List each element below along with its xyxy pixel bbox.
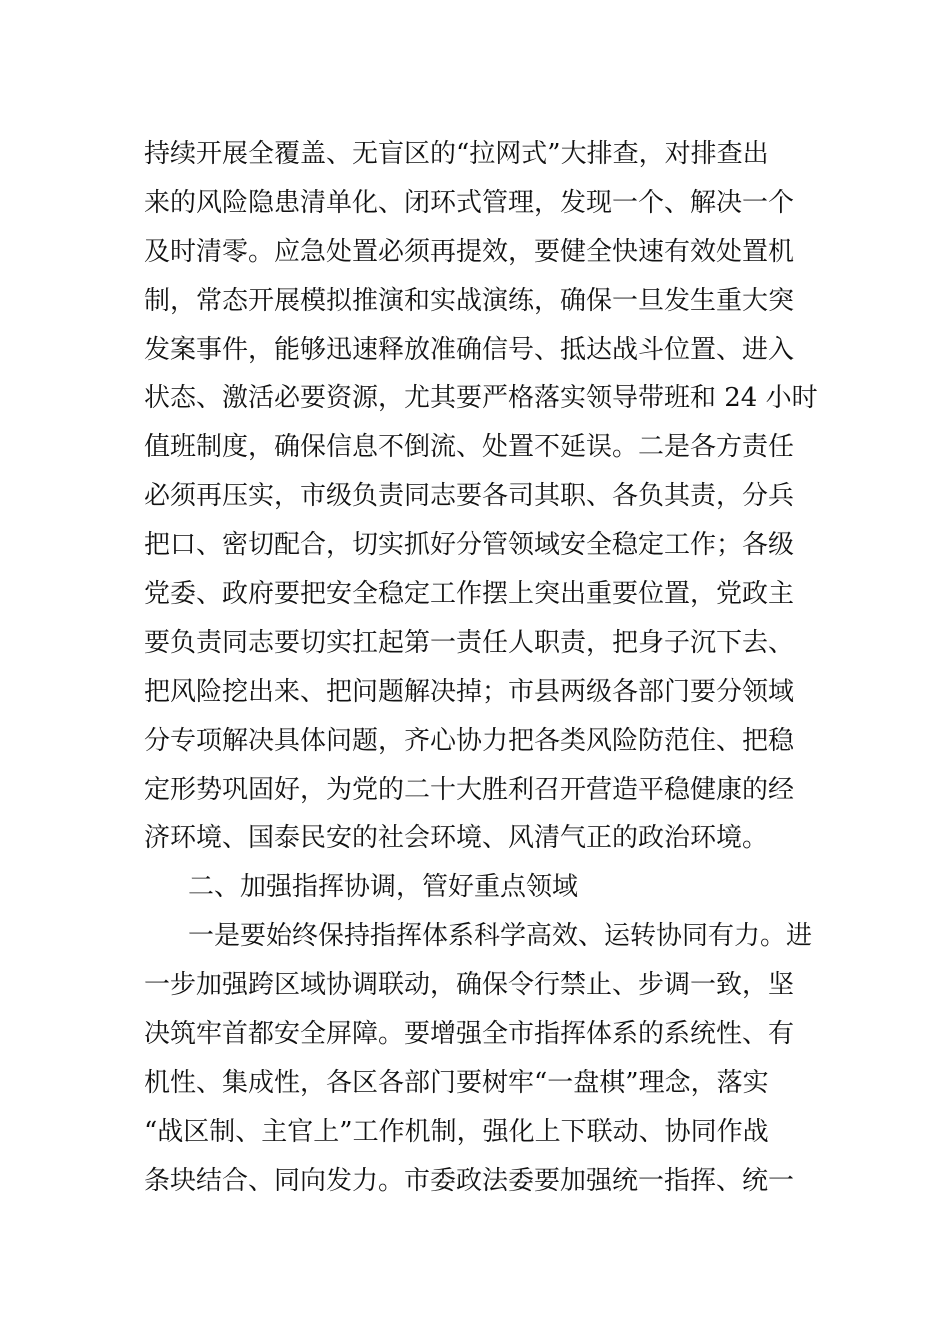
text-line: 发案事件，能够迅速释放准确信号、抵达战斗位置、进入 (144, 334, 795, 365)
text-line: 分专项解决具体问题，齐心协力把各类风险防范住、把稳 (144, 725, 795, 756)
document-body (144, 130, 818, 1206)
text-line: 党委、政府要把安全稳定工作摆上突出重要位置，党政主 (144, 579, 795, 610)
text-line: 决筑牢首都安全屏障。要增强全市指挥体系的系统性、有 (144, 1019, 795, 1050)
text-line: 把风险挖出来、把问题解决掉；市县两级各部门要分领域 (144, 676, 795, 707)
text-line: 机性、集成性，各区各部门要树牢“一盘棋”理念，落实 (144, 1067, 769, 1098)
text-line: 及时清零。应急处置必须再提效，要健全快速有效处置机 (144, 236, 795, 267)
text-line: 持续开展全覆盖、无盲区的“拉网式”大排查，对排查出 (144, 139, 769, 169)
text-line: 把口、密切配合，切实抓好分管领域安全稳定工作；各级 (144, 530, 795, 561)
text-line: 制，常态开展模拟推演和实战演练，确保一旦发生重大突 (144, 285, 795, 316)
text-line: 值班制度，确保信息不倒流、处置不延误。二是各方责任 (144, 432, 795, 463)
text-line: 条块结合、同向发力。市委政法委要加强统一指挥、统一 (144, 1165, 795, 1196)
text-line: 来的风险隐患清单化、闭环式管理，发现一个、解决一个 (144, 187, 795, 218)
text-line: 定形势巩固好，为党的二十大胜利召开营造平稳健康的经 (144, 774, 795, 805)
text-line: 必须再压实，市级负责同志要各司其职、各负其责，分兵 (144, 481, 795, 512)
text-line: 济环境、国泰民安的社会环境、风清气正的政治环境。 (144, 823, 769, 854)
text-line: 状态、激活必要资源，尤其要严格落实领导带班和 24 小时 (144, 383, 818, 414)
section-heading: 二、加强指挥协调，管好重点领域 (188, 872, 579, 903)
text-line: “战区制、主官上”工作机制，强化上下联动、协同作战 (144, 1116, 769, 1147)
text-line: 一是要始终保持指挥体系科学高效、运转协同有力。进 (188, 921, 813, 952)
text-line: 要负责同志要切实扛起第一责任人职责，把身子沉下去、 (144, 627, 795, 658)
text-line: 一步加强跨区域协调联动，确保令行禁止、步调一致，坚 (144, 970, 795, 1001)
